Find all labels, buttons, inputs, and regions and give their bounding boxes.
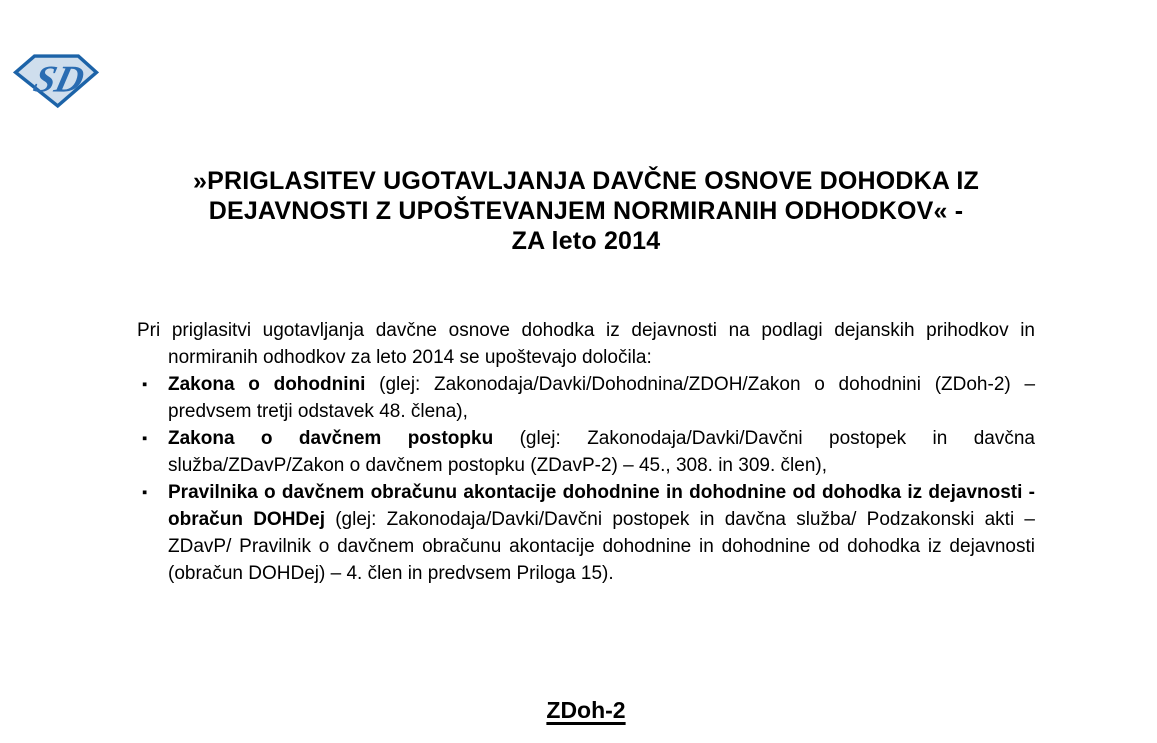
bullet-icon: ▪ bbox=[142, 376, 148, 393]
sd-logo bbox=[13, 53, 99, 109]
list-item-bold-lead: Zakona o dohodnini bbox=[168, 374, 366, 395]
logo-letters: SD bbox=[29, 58, 89, 101]
title-line-2: DEJAVNOSTI Z UPOŠTEVANJEM NORMIRANIH ODHODKOV« - bbox=[208, 197, 964, 225]
body-text bbox=[137, 317, 1035, 587]
legal-references-list bbox=[137, 371, 1035, 587]
list-item-bold-lead: Pravilnika o davčnem obračunu akontacije dohodnine in dohodnine od dohodka iz dejavnosti - obračun DOHDej bbox=[168, 482, 1035, 530]
footer-heading: ZDoh-2 bbox=[546, 697, 626, 723]
sd-shield-icon bbox=[13, 53, 99, 109]
title-line-3: ZA leto 2014 bbox=[511, 227, 661, 255]
document-title bbox=[137, 166, 1035, 256]
list-item-bold-lead: Zakona o davčnem postopku bbox=[168, 428, 494, 449]
list-item-text: (glej: Zakonodaja/Davki/Dohodnina/ZDOH/Zakon o dohodnini (ZDoh-2) – predvsem tretji odstavek 48. člena), bbox=[168, 374, 1036, 422]
list-item bbox=[137, 371, 1035, 425]
list-item bbox=[137, 479, 1035, 587]
list-item-text: (glej: Zakonodaja/Davki/Davčni postopek in davčna služba/ZDavP/Zakon o davčnem postopku (ZDavP-2) – 45., 308. in 309. člen), bbox=[168, 428, 1036, 476]
title-line-1: »PRIGLASITEV UGOTAVLJANJA DAVČNE OSNOVE DOHODKA IZ bbox=[192, 167, 979, 195]
bullet-icon: ▪ bbox=[142, 484, 148, 501]
list-item bbox=[137, 425, 1035, 479]
intro-paragraph: Pri priglasitvi ugotavljanja davčne osnove dohodka iz dejavnosti na podlagi dejanskih prihodkov in normiranih odhodkov za leto 2014 se upoštevajo določila: bbox=[137, 320, 1035, 368]
list-item-text: (glej: Zakonodaja/Davki/Davčni postopek in davčna služba/ Podzakonski akti – ZDavP/ Pravilnik o davčnem obračunu akontacije dohodnine in dohodnine od dohodka iz dejavnosti (obračun DOHDej) – 4. člen in predvsem Priloga 15). bbox=[168, 509, 1035, 584]
bullet-icon: ▪ bbox=[142, 430, 148, 447]
